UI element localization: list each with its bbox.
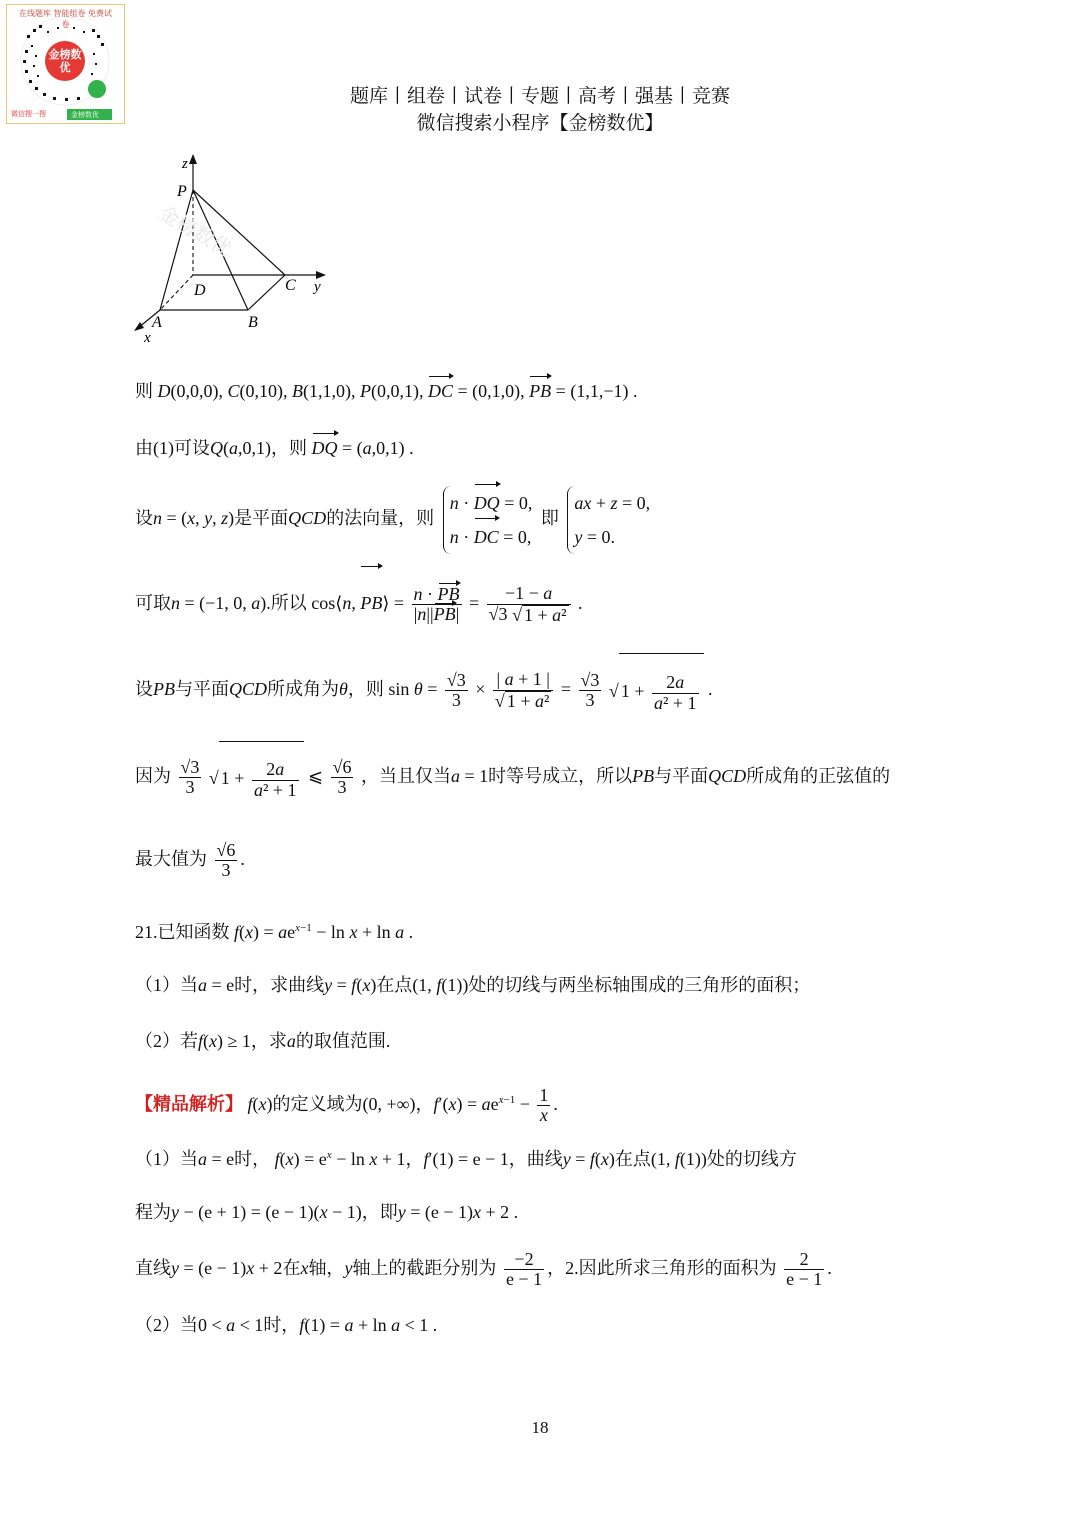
logo-ring-text: 在线题库 智能组卷 免费试卷	[18, 9, 113, 29]
inequality-line: 因为 $\frac{√3}{3}$ √ 1 + $\frac{2a}{\text{a² + 1}}$ ⩽ $\frac{√6}{3}$ ，当且仅当a = 1时等号成立，所以PB与平面QCD所成角的正弦值的	[135, 740, 1020, 814]
tangent-equation-line: 程为y − (e + 1) = (e − 1)(x − 1)，即y = (e − 1)x + 2 .	[135, 1202, 519, 1222]
question-21: 21.已知函数 $f(x) = ae^{x-1} - \ln x + \ln a$ .	[135, 922, 414, 942]
logo-strip-text: 微信搜一搜	[11, 110, 46, 118]
max-value-line: 最大值为 $\frac{√6}{3}$ .	[135, 839, 245, 881]
figure-label-D: D	[194, 282, 206, 299]
logo-strip-tag: 金榜数优	[71, 111, 99, 119]
logo-brand-text: 金榜数优	[48, 48, 82, 74]
question-21-part-2: （2）若f(x) ≥ 1，求a的取值范围.	[135, 1031, 391, 1051]
figure-label-C: C	[285, 277, 296, 294]
pyramid-figure	[130, 150, 340, 350]
solution-part-2: （2）当0 < a < 1时，f(1) = a + ln a < 1 .	[135, 1315, 438, 1335]
analysis-tag: 【精品解析】	[135, 1094, 243, 1114]
solution-part-1: （1）当a = e时， $f(x) = e^x - \ln x + 1$，f′(1) = e − 1，曲线y = f(x)在点(1, f(1))处的切线方	[135, 1149, 797, 1169]
intercepts-line: 直线y = (e − 1)x + 2在x轴，y轴上的截距分别为 $\frac{-2}{e - 1}$ ，2.因此所求三角形的面积为 $\frac{2}{e - 1}$ .	[135, 1248, 832, 1290]
point-q-line: 由(1)可设Q(a,0,1)，则 DQ = (a,0,1) .	[135, 435, 1020, 461]
figure-label-P: P	[177, 183, 187, 200]
figure-label-x: x	[144, 330, 151, 346]
header-line-2: 微信搜索小程序【金榜数优】	[416, 113, 664, 134]
sine-line: 设PB与平面QCD所成角为θ，则 sin θ = $\frac{√3}{3}$ × $\frac{| a + 1 |}{\text{√ 1 + a²}}$ = $\frac{√3}{3}$ √ 1 + $\frac{2a}{\text{a² + 1}}$ .	[135, 652, 1020, 728]
page-number: 18	[531, 1418, 549, 1437]
analysis-line: 【精品解析】 f(x)的定义域为(0, +∞)，$f'(x) = ae^{x-1}$ − $\frac{1}{x}$ .	[135, 1084, 558, 1126]
figure-label-A: A	[152, 314, 162, 331]
figure-label-B: B	[248, 314, 258, 331]
figure-label-y: y	[314, 279, 321, 295]
figure-watermark: 金榜数优	[154, 200, 236, 262]
header-line-1: 题库丨组卷丨试卷丨专题丨高考丨强基丨竞赛	[349, 86, 730, 107]
cosine-line: 可取n = (−1, 0, a).所以 cos⟨n, PB⟩ = $\frac{n \cdot PB}{|n||PB|}$ = $\frac{-1 - a}{\text{√3 √ 1 + a²}}$ .	[135, 568, 1020, 638]
question-21-part-1: （1）当a = e时，求曲线y = f(x)在点(1, f(1))处的切线与两坐标轴围成的三角形的面积；	[135, 975, 811, 995]
normal-vector-line: 设n = (x, y, z)是平面QCD的法向量，则 n · DQ = 0, n · DC = 0, 即 ax + z = 0, y = 0.	[135, 484, 1020, 554]
figure-label-z: z	[182, 156, 188, 172]
coords-line: 则 D(0,0,0), C(0,10), B(1,1,0), P(0,0,1), DC = (0,1,0), PB = (1,1,−1) .	[135, 378, 1020, 404]
